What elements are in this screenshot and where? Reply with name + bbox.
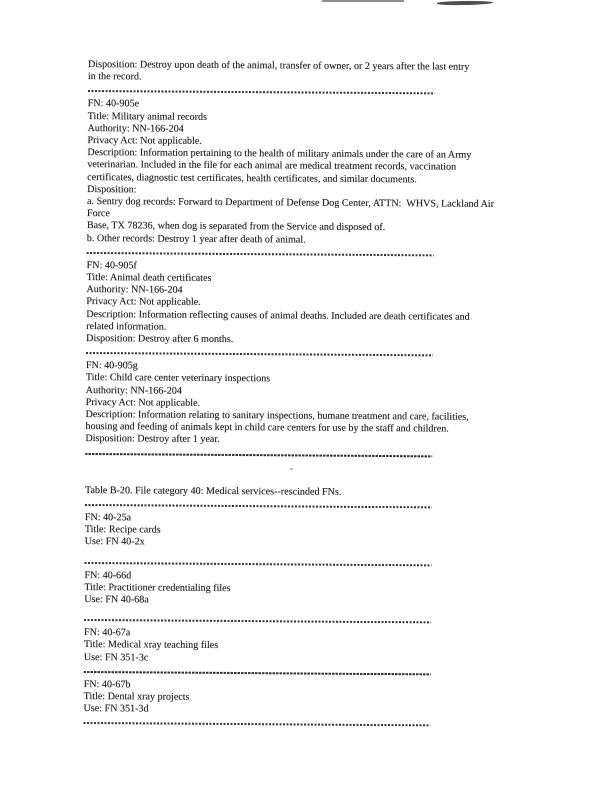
record-fn-40-905e: FN: 40-905e Title: Military animal records Authority: NN-166-204 Privacy Act: Not applicable. Description: Information pertaining to the health of military animals under the care of an Army veterinarian. Included in the file for each animal are medical treatment records, vaccination certificates, diagnostic test certificates, health certificates, and similar documents. Disposition: a. Sentry dog records: Forward to Department of Defense Dog Center, ATTN: WHVS, Lackland Air Force Base, TX 78236, when dog is separated from the Service and disposed of. b. Other records: Destroy 1 year after death of animal. bbox=[86, 98, 495, 246]
rescinded-fn-40-25a: FN: 40-25a Title: Recipe cards Use: FN 40-2x bbox=[84, 511, 161, 548]
rescinded-fn-40-66d: FN: 40-66d Title: Practitioner credentialing files Use: FN 40-68a bbox=[84, 569, 231, 606]
rescinded-fn-40-67a: FN: 40-67a Title: Medical xray teaching files Use: FN 351-3c bbox=[83, 627, 219, 663]
dashed-separator bbox=[83, 722, 430, 726]
disposition-continuation-paragraph: Disposition: Destroy upon death of the animal, transfer of owner, or 2 years after the last entry in the record. bbox=[87, 59, 470, 83]
rescinded-fn-40-67b: FN: 40-67b Title: Dental xray projects Use: FN 351-3d bbox=[83, 678, 190, 715]
dashed-separator bbox=[85, 504, 432, 508]
dashed-separator bbox=[87, 252, 434, 256]
dashed-separator bbox=[88, 90, 435, 94]
dashed-separator bbox=[84, 619, 431, 623]
table-b20-caption: Table B-20. File category 40: Medical services--rescinded FNs. bbox=[84, 484, 342, 498]
dashed-separator bbox=[86, 352, 433, 356]
dashed-separator bbox=[84, 561, 431, 565]
scan-artifact-smudge bbox=[437, 0, 493, 5]
record-fn-40-905g: FN: 40-905g Title: Child care center veterinary inspections Authority: NN-166-204 Privacy Act: Not applicable. Description: Information relating to sanitary inspections, humane treatment and care, facilities, housing and feeding of animals kept in child care centers for use by the staff and children. Disposition: Destroy after 1 year. bbox=[85, 360, 469, 446]
record-fn-40-905f: FN: 40-905f Title: Animal death certificates Authority: NN-166-204 Privacy Act: Not applicable. Description: Information reflecting causes of animal deaths. Included are death certificates and related information. Disposition: Destroy after 6 months. bbox=[86, 259, 470, 346]
dashed-separator bbox=[85, 453, 432, 457]
scan-artifact-line bbox=[322, 0, 404, 2]
dashed-separator bbox=[84, 671, 431, 675]
page-content bbox=[83, 59, 608, 734]
